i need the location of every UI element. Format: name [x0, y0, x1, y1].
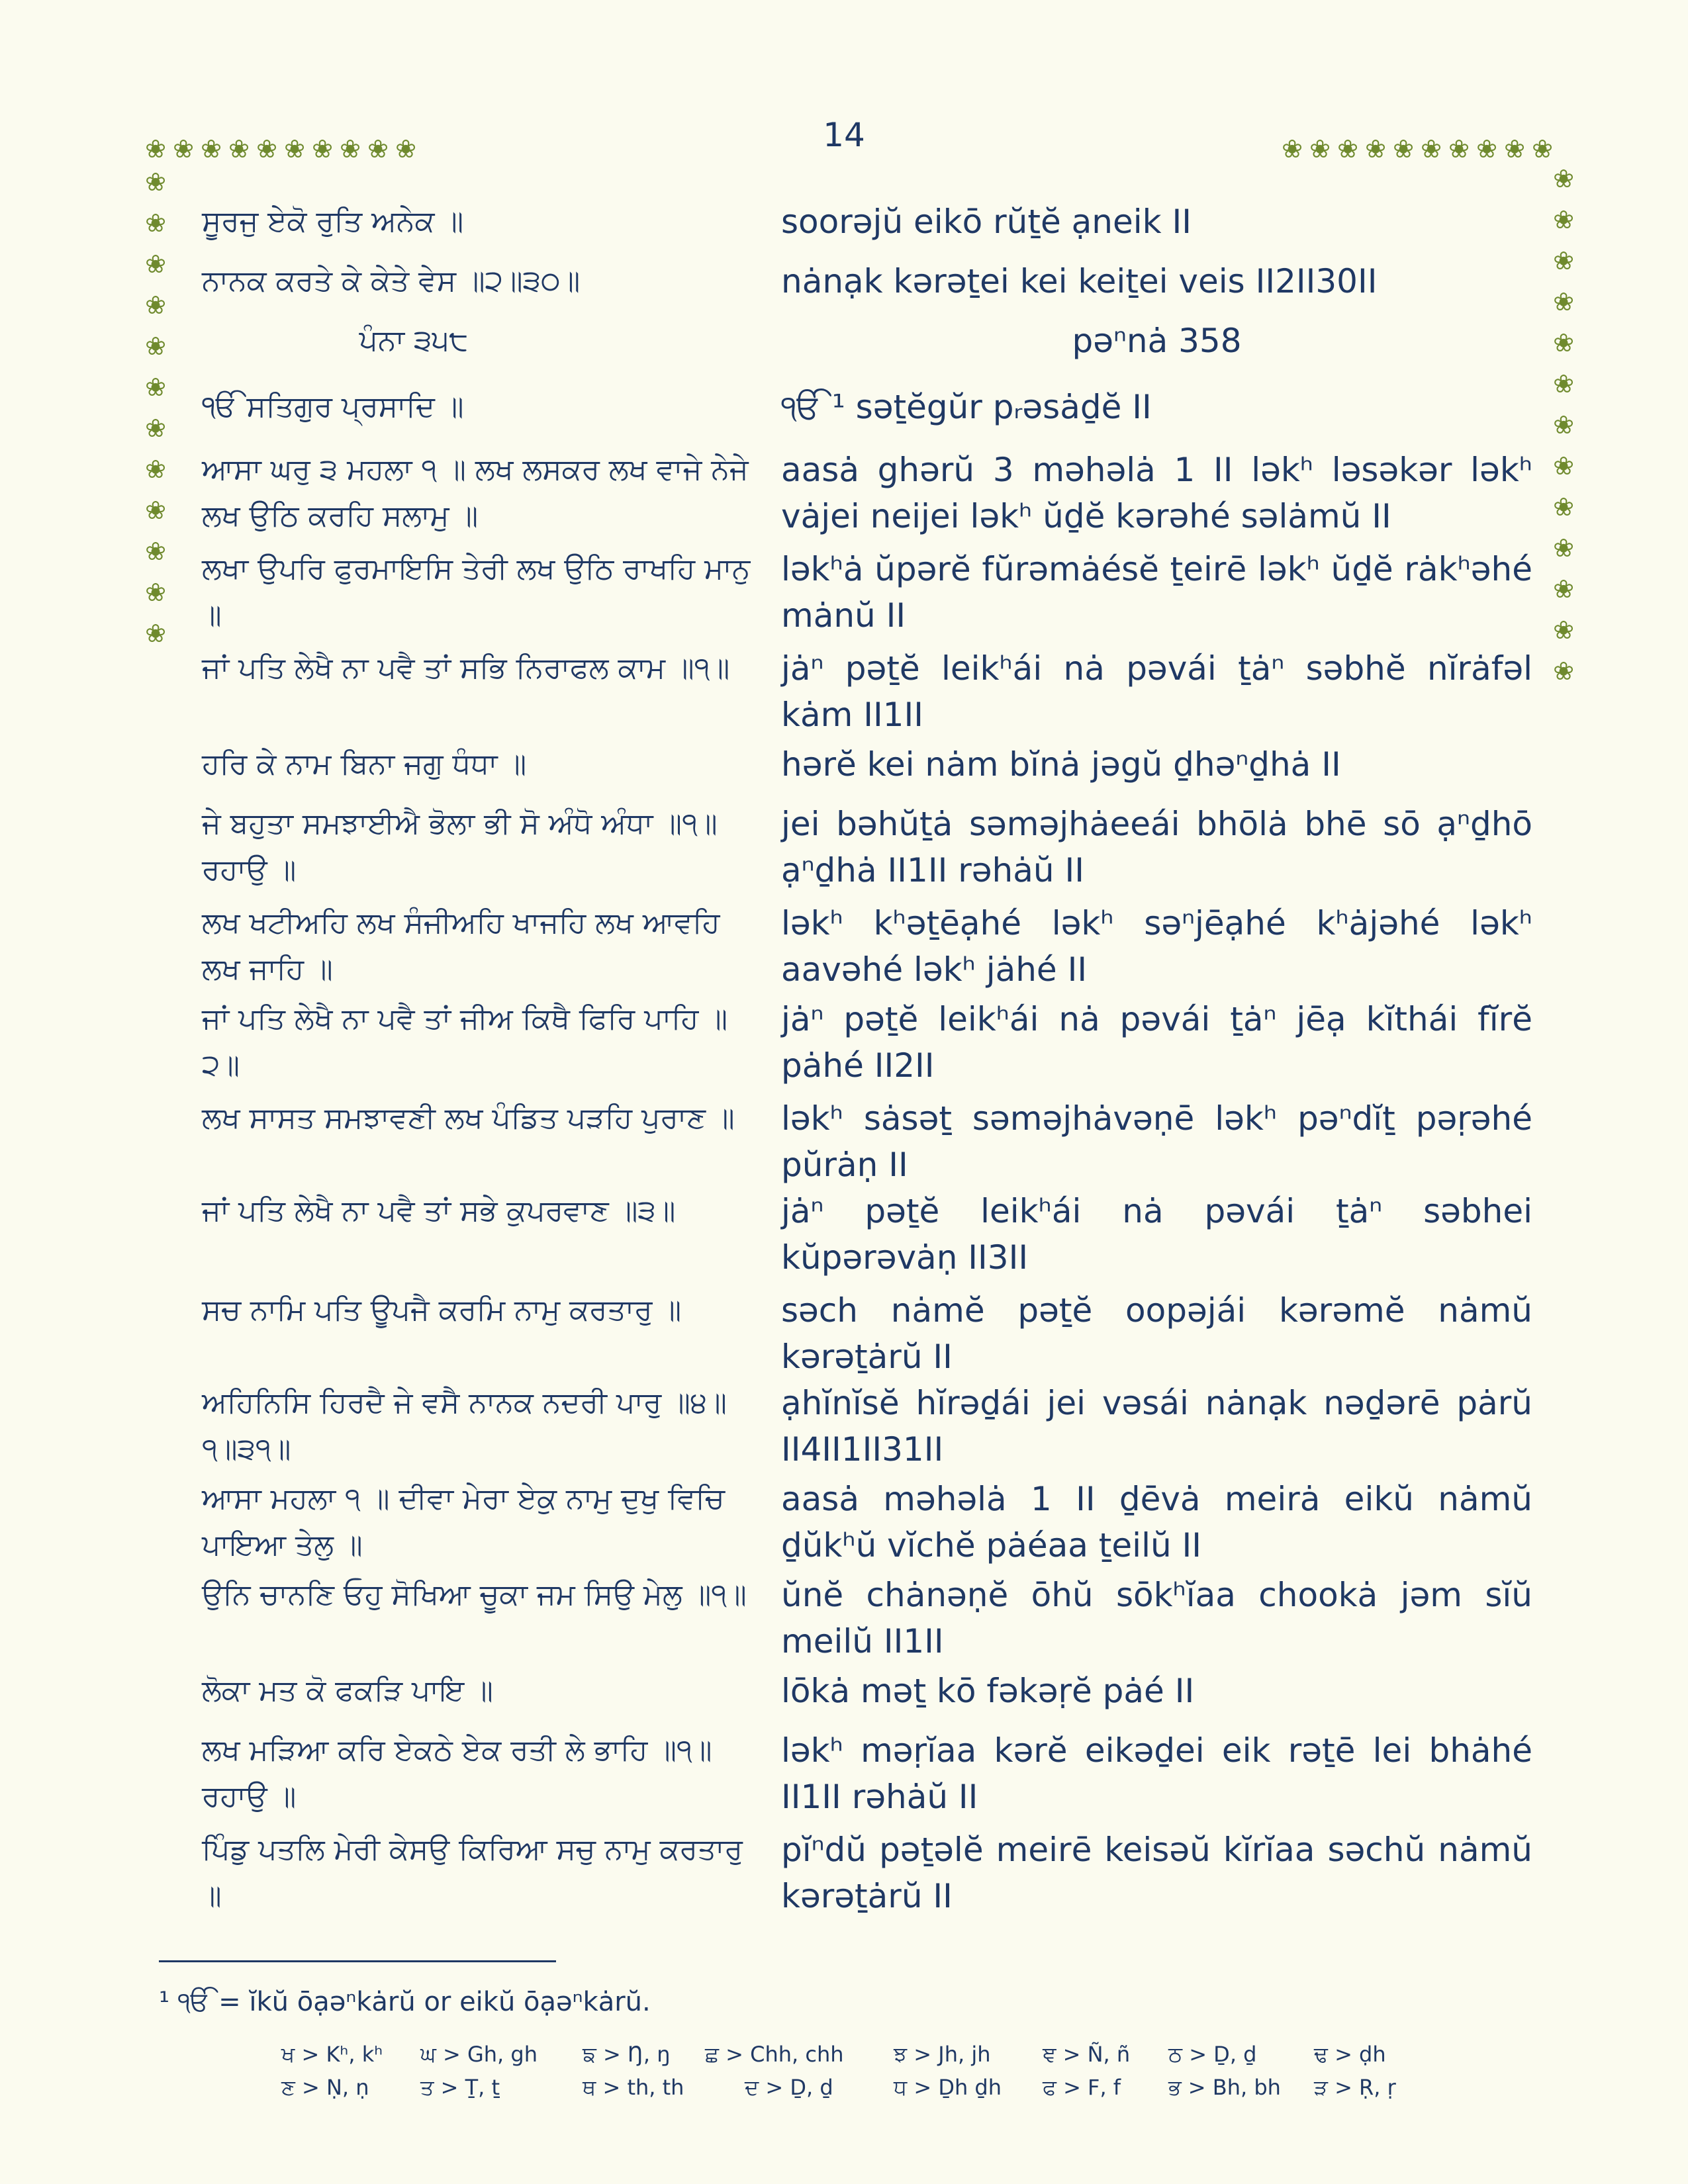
flower-ornament-icon: ❀	[1504, 134, 1525, 163]
flower-ornament-icon: ❀	[1309, 134, 1331, 163]
key-entry: ੜ > Ṛ, ṛ	[1314, 2075, 1396, 2100]
gurmukhi-text: ਲਖਾ ਉਪਰਿ ਫੁਰਮਾਇਸਿ ਤੇਰੀ ਲਖ ਉਠਿ ਰਾਖਹਿ ਮਾਨੁ ॥	[202, 552, 751, 632]
flower-ornament-icon: ❀	[145, 208, 166, 238]
flower-ornament-icon: ❀	[1553, 369, 1574, 398]
flower-ornament-icon: ❀	[145, 291, 166, 320]
gurmukhi-text: ਆਸਾ ਘਰੁ ੩ ਮਹਲਾ ੧ ॥ ਲਖ ਲਸਕਰ ਲਖ ਵਾਜੇ ਨੇਜੇ ਲਖ ਉਠਿ ਕਰਹਿ ਸਲਾਮੁ ॥	[202, 453, 749, 533]
gurmukhi-text: ਲਖ ਖਟੀਅਹਿ ਲਖ ਸੰਜੀਅਹਿ ਖਾਜਹਿ ਲਖ ਆਵਹਿ ਲਖ ਜਾਹਿ ॥	[202, 906, 720, 986]
flower-ornament-icon: ❀	[1553, 205, 1574, 234]
flower-ornament-icon: ❀	[1421, 134, 1442, 163]
flower-ornament-icon: ❀	[340, 134, 361, 163]
flower-ornament-icon: ❀	[367, 134, 389, 163]
key-entry: ਣ > Ṇ, ṇ	[281, 2075, 369, 2100]
roman-text: lōkȧ məṯ kō fəkəṛĕ pȧé II	[781, 1672, 1195, 1710]
flower-ornament-icon: ❀	[1553, 574, 1574, 604]
flower-ornament-icon: ❀	[145, 455, 166, 484]
roman-text: jȧⁿ pəṯĕ leikʰái nȧ pəvái ṯȧⁿ jēạ kĭthái fĭrĕ pȧhé II2II	[781, 1000, 1532, 1085]
key-entry: ਠ > Ḏ, ḏ	[1168, 2042, 1257, 2067]
gurmukhi-text: ਸਚ ਨਾਮਿ ਪਤਿ ਊਪਜੈ ਕਰਮਿ ਨਾਮੁ ਕਰਤਾਰੁ ॥	[202, 1293, 682, 1327]
flower-ornament-icon: ❀	[1365, 134, 1386, 163]
flower-ornament-icon: ❀	[145, 373, 166, 402]
flower-ornament-icon: ❀	[1393, 134, 1414, 163]
key-entry: ਝ > Jh, jh	[894, 2042, 991, 2067]
key-entry: ਙ > Ŋ, ŋ	[583, 2042, 671, 2067]
key-entry: ਖ > Kʰ, kʰ	[281, 2042, 383, 2067]
roman-text: ləkʰ sȧsəṯ səməjhȧvəṇē ləkʰ pəⁿdĭṯ pəṛəhé pŭrȧṇ II	[781, 1099, 1532, 1184]
flower-ornament-icon: ❀	[312, 134, 333, 163]
roman-text: ləkʰ kʰəṯēạhé ləkʰ səⁿjēạhé kʰȧjəhé ləkʰ aavəhé ləkʰ jȧhé II	[781, 904, 1532, 989]
flower-ornament-icon: ❀	[256, 134, 277, 163]
flower-ornament-icon: ❀	[201, 134, 222, 163]
flower-ornament-icon: ❀	[145, 537, 166, 566]
roman-text: aasȧ ghərŭ 3 məhəlȧ 1 II ləkʰ ləsəkər ləkʰ vȧjei neijei ləkʰ ŭḏĕ kərəhé səlȧmŭ II	[781, 451, 1532, 535]
roman-text: jȧⁿ pəṯĕ leikʰái nȧ pəvái ṯȧⁿ səbhĕ nĭrȧfəl kȧm II1II	[781, 649, 1532, 734]
roman-text: ləkʰ məṛĭaa kərĕ eikəḏei eik rəṯē lei bhȧhé II1II rəhȧŭ II	[781, 1731, 1532, 1816]
key-entry: ਛ > Chh, chh	[705, 2042, 844, 2067]
roman-text: ləkʰȧ ŭpərĕ fŭrəmȧésĕ ṯeirē ləkʰ ŭḏĕ rȧkʰəhé mȧnŭ II	[781, 550, 1532, 635]
gurmukhi-text: ਸੂਰਜੁ ਏਕੋ ਰੁਤਿ ਅਨੇਕ ॥	[202, 205, 464, 238]
flower-ornament-icon: ❀	[1476, 134, 1497, 163]
key-entry: ਫ > F, f	[1043, 2075, 1121, 2100]
roman-text: hərĕ kei nȧm bĭnȧ jəgŭ ḏhəⁿḏhȧ II	[781, 745, 1341, 784]
flower-ornament-icon: ❀	[145, 332, 166, 361]
key-entry: ਭ > Bh, bh	[1168, 2075, 1281, 2100]
footnote-separator	[159, 1960, 556, 1962]
flower-ornament-icon: ❀	[395, 134, 416, 163]
gurmukhi-text: ਜਾਂ ਪਤਿ ਲੇਖੈ ਨਾ ਪਵੈ ਤਾਂ ਸਭਿ ਨਿਰਾਫਲ ਕਾਮ ॥੧॥	[202, 651, 730, 685]
flower-ornament-icon: ❀	[1282, 134, 1303, 163]
flower-ornament-icon: ❀	[1337, 134, 1358, 163]
key-entry: ਦ > Ḏ, ḏ	[745, 2075, 833, 2100]
roman-page-heading: pəⁿnȧ 358	[1072, 322, 1242, 360]
flower-ornament-icon: ❀	[1553, 657, 1574, 686]
flower-ornament-icon: ❀	[145, 619, 166, 648]
roman-text: soorəjŭ eikō rŭṯĕ ạneik II	[781, 203, 1192, 241]
flower-ornament-icon: ❀	[1553, 451, 1574, 480]
gurmukhi-text: ਲੋਕਾ ਮਤ ਕੋ ਫਕੜਿ ਪਾਇ ॥	[202, 1674, 493, 1707]
flower-ornament-icon: ❀	[1553, 533, 1574, 563]
flower-ornament-icon: ❀	[284, 134, 305, 163]
gurmukhi-text: ਅਹਿਨਿਸਿ ਹਿਰਦੈ ਜੇ ਵਸੈ ਨਾਨਕ ਨਦਰੀ ਪਾਰੁ ॥੪॥੧॥੩੧॥	[202, 1386, 727, 1466]
key-entry: ਤ > Ṯ, ṯ	[420, 2075, 500, 2100]
gurmukhi-text: ਹਰਿ ਕੇ ਨਾਮ ਬਿਨਾ ਜਗੁ ਧੰਧਾ ॥	[202, 747, 527, 781]
gurmukhi-text: ਜਾਂ ਪਤਿ ਲੇਖੈ ਨਾ ਪਵੈ ਤਾਂ ਜੀਅ ਕਿਥੈ ਫਿਰਿ ਪਾਹਿ ॥੨॥	[202, 1002, 728, 1082]
page-number: 14	[823, 116, 865, 154]
flower-ornament-icon: ❀	[173, 134, 194, 163]
flower-ornament-icon: ❀	[1553, 164, 1574, 193]
gurmukhi-text: ਜਾਂ ਪਤਿ ਲੇਖੈ ਨਾ ਪਵੈ ਤਾਂ ਸਭੇ ਕੁਪਰਵਾਣ ॥੩॥	[202, 1194, 676, 1228]
flower-ornament-icon: ❀	[145, 414, 166, 443]
gurmukhi-text: ੴ ਸਤਿਗੁਰ ਪ੍ਰਸਾਦਿ ॥	[202, 390, 464, 424]
flower-ornament-icon: ❀	[145, 250, 166, 279]
key-entry: ਘ > Gh, gh	[420, 2042, 538, 2067]
flower-ornament-icon: ❀	[1553, 615, 1574, 645]
flower-ornament-icon: ❀	[1532, 134, 1553, 163]
gurmukhi-text: ਲਖ ਮੜਿਆ ਕਰਿ ਏਕਠੇ ਏਕ ਰਤੀ ਲੇ ਭਾਹਿ ॥੧॥ ਰਹਾਉ ॥	[202, 1733, 712, 1813]
flower-ornament-icon: ❀	[1553, 246, 1574, 275]
gurmukhi-text: ਉਨਿ ਚਾਨਣਿ ਓਹੁ ਸੋਖਿਆ ਚੂਕਾ ਜਮ ਸਿਉ ਮੇਲੁ ॥੧॥	[202, 1578, 747, 1612]
key-entry: ਥ > th, th	[583, 2075, 684, 2100]
roman-text: jȧⁿ pəṯĕ leikʰái nȧ pəvái ṯȧⁿ səbhei kŭpərəvȧṇ II3II	[781, 1192, 1532, 1277]
key-entry: ਧ > Ḏh ḏh	[894, 2075, 1002, 2100]
key-entry: ਢ > ḍh	[1314, 2042, 1386, 2067]
flower-ornament-icon: ❀	[145, 578, 166, 607]
footnote: ¹ ੴ = ĭkŭ ōạəⁿkȧrŭ or eikŭ ōạəⁿkȧrŭ.	[159, 1987, 651, 2017]
roman-text: ạhĭnĭsĕ hĭrəḏái jei vəsái nȧnạk nəḏərē pȧrŭ II4II1II31II	[781, 1384, 1532, 1469]
roman-text: ŭnĕ chȧnəṇĕ ōhŭ sōkʰĭaa chookȧ jəm sĭŭ meilŭ II1II	[781, 1576, 1532, 1661]
flower-ornament-icon: ❀	[145, 496, 166, 525]
flower-ornament-icon: ❀	[1448, 134, 1470, 163]
gurmukhi-text: ਜੇ ਬਹੁਤਾ ਸਮਝਾਈਐ ਭੋਲਾ ਭੀ ਸੋ ਅੰਧੋ ਅੰਧਾ ॥੧॥ ਰਹਾਉ ॥	[202, 807, 718, 887]
flower-ornament-icon: ❀	[1553, 492, 1574, 522]
gurmukhi-page-heading: ਪੰਨਾ ੩੫੮	[359, 324, 469, 357]
flower-ornament-icon: ❀	[145, 134, 166, 163]
flower-ornament-icon: ❀	[1553, 287, 1574, 316]
roman-text: səch nȧmĕ pəṯĕ oopəjái kərəmĕ nȧmŭ kərəṯȧrŭ II	[781, 1291, 1532, 1376]
flower-ornament-icon: ❀	[1553, 410, 1574, 439]
roman-text: aasȧ məhəlȧ 1 II ḏēvȧ meirȧ eikŭ nȧmŭ ḏŭkʰŭ vĭchĕ pȧéaa ṯeilŭ II	[781, 1480, 1532, 1565]
gurmukhi-text: ਆਸਾ ਮਹਲਾ ੧ ॥ ਦੀਵਾ ਮੇਰਾ ਏਕੁ ਨਾਮੁ ਦੁਖੁ ਵਿਚਿ ਪਾਇਆ ਤੇਲੁ ॥	[202, 1482, 725, 1562]
flower-ornament-icon: ❀	[145, 167, 166, 197]
key-entry: ਞ > Ñ, ñ	[1043, 2042, 1131, 2067]
roman-text: pĭⁿdŭ pəṯəlĕ meirē keisəŭ kĭrĭaa səchŭ nȧmŭ kərəṯȧrŭ II	[781, 1831, 1532, 1915]
gurmukhi-text: ਲਖ ਸਾਸਤ ਸਮਝਾਵਣੀ ਲਖ ਪੰਡਿਤ ਪੜਹਿ ਪੁਰਾਣ ॥	[202, 1101, 735, 1135]
gurmukhi-text: ਨਾਨਕ ਕਰਤੇ ਕੇ ਕੇਤੇ ਵੇਸ ॥੨॥੩੦॥	[202, 264, 581, 298]
flower-ornament-icon: ❀	[1553, 328, 1574, 357]
roman-text: ੴ ¹ səṯĕgŭr pᵣəsȧḏĕ II	[781, 388, 1152, 426]
gurmukhi-text: ਪਿੰਡੁ ਪਤਲਿ ਮੇਰੀ ਕੇਸਉ ਕਿਰਿਆ ਸਚੁ ਨਾਮੁ ਕਰਤਾਰੁ ॥	[202, 1833, 743, 1913]
roman-text: nȧnạk kərəṯei kei keiṯei veis II2II30II	[781, 262, 1378, 300]
roman-text: jei bəhŭṯȧ səməjhȧeeái bhōlȧ bhē sō ạⁿḏhō ạⁿḏhȧ II1II rəhȧŭ II	[781, 805, 1532, 889]
flower-ornament-icon: ❀	[228, 134, 250, 163]
